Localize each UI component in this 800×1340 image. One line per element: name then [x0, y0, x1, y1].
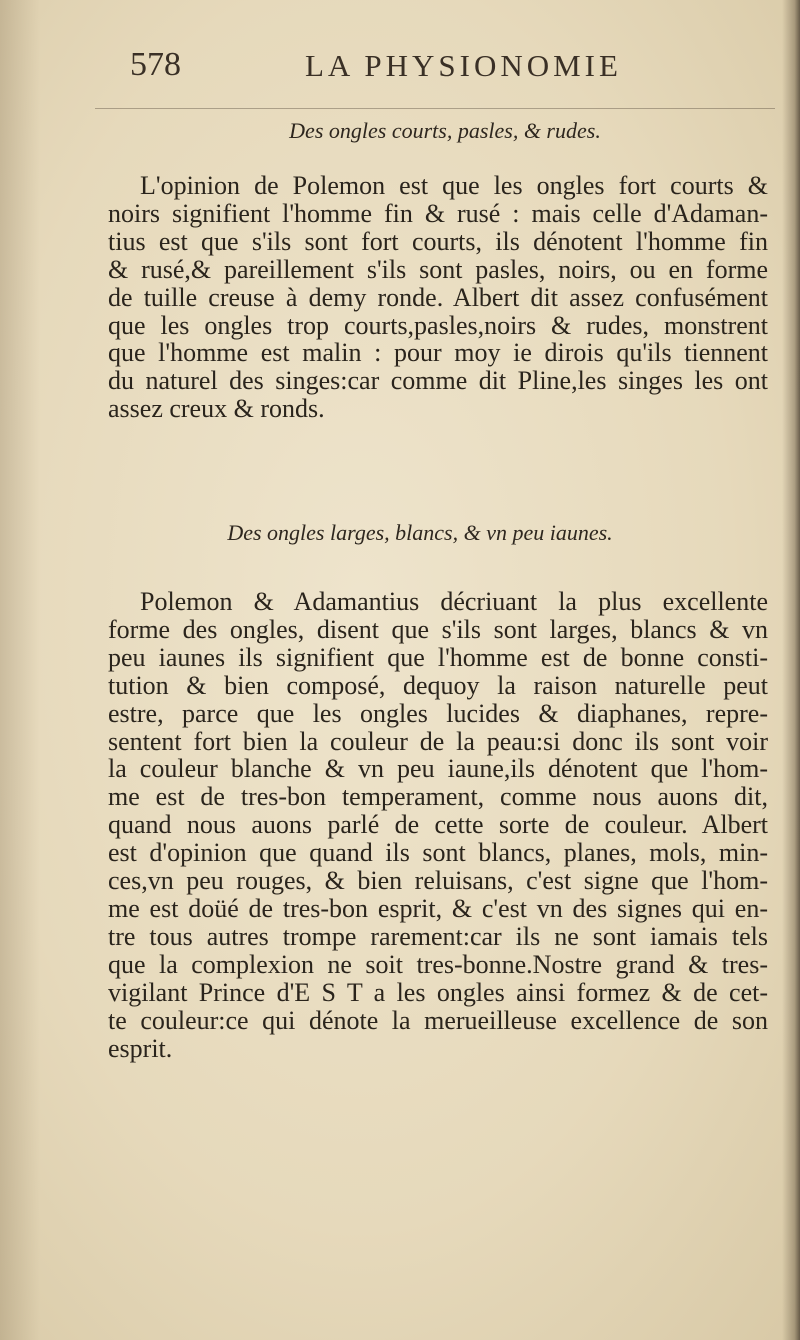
- text-line: vigilant Prince d'E S T a les ongles ainsi formez & de cet-: [108, 977, 768, 1007]
- text-line: du naturel des singes:car comme dit Pline,les singes les ont: [108, 366, 768, 396]
- text-line: Polemon & Adamantius décriuant la plus excellente: [140, 587, 768, 616]
- text-line: L'opinion de Polemon est que les ongles fort courts &: [140, 171, 768, 200]
- text-line: sentent fort bien la couleur de la peau:si donc ils sont voir: [108, 726, 768, 756]
- text-line: assez creux & ronds.: [108, 394, 325, 424]
- text-line: que l'homme est malin : pour moy ie dirois qu'ils tiennent: [108, 338, 768, 368]
- page-number: 578: [130, 46, 181, 83]
- text-line: que la complexion ne soit tres-bonne.Nostre grand & tres-: [108, 949, 768, 979]
- page-header: [130, 42, 690, 92]
- header-rule: [95, 108, 775, 109]
- text-line: est d'opinion que quand ils sont blancs, planes, mols, min-: [108, 838, 768, 868]
- text-line: forme des ongles, disent que s'ils sont larges, blancs & vn: [108, 614, 768, 644]
- section-heading: Des ongles larges, blancs, & vn peu iaunes.: [227, 520, 613, 545]
- text-line: te couleur:ce qui dénote la merueilleuse excellence de son: [108, 1005, 768, 1035]
- text-line: ces,vn peu rouges, & bien reluisans, c'est signe que l'hom-: [108, 866, 768, 896]
- text-line: de tuille creuse à demy ronde. Albert dit assez confusément: [108, 282, 768, 312]
- text-line: que les ongles trop courts,pasles,noirs & rudes, monstrent: [108, 310, 768, 340]
- running-head: LA PHYSIONOMIE: [305, 48, 622, 83]
- text-line: & rusé,& pareillement s'ils sont pasles, noirs, ou en forme: [108, 254, 768, 284]
- book-spine-shadow: [782, 0, 800, 1340]
- text-line: noirs signifient l'homme fin & rusé : mais celle d'Adaman-: [108, 198, 768, 228]
- text-line: la couleur blanche & vn peu iaune,ils dénotent que l'hom-: [108, 754, 768, 784]
- text-line: me est doüé de tres-bon esprit, & c'est vn des signes qui en-: [108, 893, 768, 923]
- text-line: quand nous auons parlé de cette sorte de couleur. Albert: [108, 810, 768, 840]
- section-heading: Des ongles courts, pasles, & rudes.: [289, 118, 601, 143]
- text-line: me est de tres-bon temperament, comme nous auons dit,: [108, 782, 768, 812]
- text-line: estre, parce que les ongles lucides & diaphanes, repre-: [108, 698, 768, 728]
- text-line: tius est que s'ils sont fort courts, ils dénotent l'homme fin: [108, 226, 768, 256]
- text-line: esprit.: [108, 1033, 173, 1063]
- text-line: tre tous autres trompe rarement:car ils ne sont iamais tels: [108, 921, 768, 951]
- text-line: peu iaunes ils signifient que l'homme est de bonne consti-: [108, 642, 768, 672]
- paragraph: [108, 588, 768, 1062]
- paragraph: [108, 172, 768, 423]
- text-line: tution & bien composé, dequoy la raison naturelle peut: [108, 670, 768, 700]
- page-shadow-left: [0, 0, 40, 1340]
